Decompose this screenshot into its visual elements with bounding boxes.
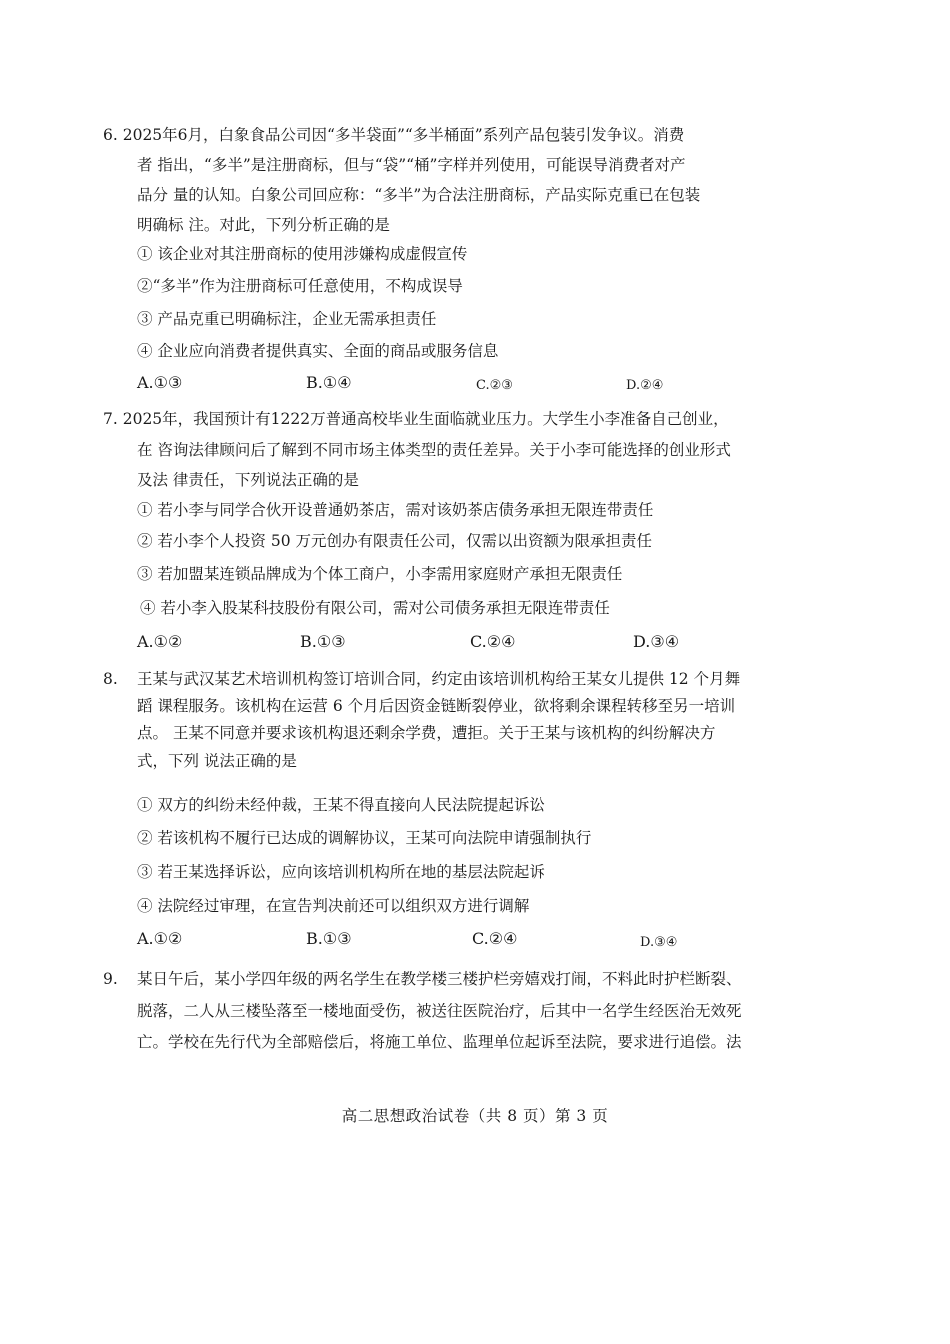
q8-option-b: B.①③	[306, 929, 352, 948]
q6-stem-line-1: 6. 2025年6月，白象食品公司因“多半袋面”“多半桶面”系列产品包装引发争议。消费	[103, 126, 685, 144]
q9-stem-line-1: 某日午后，某小学四年级的两名学生在教学楼三楼护栏旁嬉戏打闹，不料此时护栏断裂、	[137, 970, 742, 988]
q6-item-2: ②“多半”作为注册商标可任意使用，不构成误导	[137, 277, 463, 295]
q6-item-4: ④ 企业应向消费者提供真实、全面的商品或服务信息	[137, 342, 499, 360]
q8-item-3: ③ 若王某选择诉讼，应向该培训机构所在地的基层法院起诉	[137, 863, 545, 881]
q7-item-2: ② 若小李个人投资 50 万元创办有限责任公司，仅需以出资额为限承担责任	[137, 532, 653, 550]
q9-number: 9.	[103, 970, 118, 988]
q6-option-d: D.②④	[626, 378, 664, 393]
page-footer: 高二思想政治试卷（共 8 页）第 3 页	[341, 1107, 609, 1125]
q6-item-1: ① 该企业对其注册商标的使用涉嫌构成虚假宣传	[137, 245, 468, 263]
q7-stem-line-3: 及法 律责任，下列说法正确的是	[137, 471, 359, 489]
q6-stem-line-4: 明确标 注。对此，下列分析正确的是	[137, 216, 390, 234]
q8-stem-line-4: 式，下列 说法正确的是	[137, 752, 297, 770]
q7-item-4: ④ 若小李入股某科技股份有限公司，需对公司债务承担无限连带责任	[140, 599, 610, 617]
q8-stem-line-2: 蹈 课程服务。该机构在运营 6 个月后因资金链断裂停业，欲将剩余课程转移至另一培训	[137, 697, 736, 715]
q7-item-1: ① 若小李与同学合伙开设普通奶茶店，需对该奶茶店债务承担无限连带责任	[137, 501, 654, 519]
q6-stem-line-3: 品分 量的认知。白象公司回应称：“多半”为合法注册商标，产品实际克重已在包装	[137, 186, 701, 204]
q6-option-a: A.①③	[137, 373, 183, 392]
q6-option-c: C.②③	[476, 378, 513, 393]
q7-item-3: ③ 若加盟某连锁品牌成为个体工商户，小李需用家庭财产承担无限责任	[137, 565, 623, 583]
q8-option-d: D.③④	[640, 935, 678, 950]
q8-item-2: ② 若该机构不履行已达成的调解协议，王某可向法院申请强制执行	[137, 829, 592, 847]
q6-stem-line-2: 者 指出，“多半”是注册商标，但与“袋”“桶”字样并列使用，可能误导消费者对产	[137, 156, 686, 174]
q8-item-4: ④ 法院经过审理，在宣告判决前还可以组织双方进行调解	[137, 897, 530, 915]
q7-option-b: B.①③	[300, 632, 346, 651]
q7-stem-line-1: 7. 2025年，我国预计有1222万普通高校毕业生面临就业压力。大学生小李准备自己创业，	[103, 410, 729, 428]
q8-stem-line-3: 点。 王某不同意并要求该机构退还剩余学费，遭拒。关于王某与该机构的纠纷解决方	[137, 724, 716, 742]
q7-option-c: C.②④	[470, 632, 516, 651]
q9-stem-line-2: 脱落，二人从三楼坠落至一楼地面受伤，被送往医院治疗，后其中一名学生经医治无效死	[137, 1002, 742, 1020]
q8-number: 8.	[103, 670, 118, 688]
q8-option-c: C.②④	[472, 929, 518, 948]
q8-stem-line-1: 王某与武汉某艺术培训机构签订培训合同，约定由该培训机构给王某女儿提供 12 个月舞	[137, 670, 741, 688]
q6-item-3: ③ 产品克重已明确标注，企业无需承担责任	[137, 310, 437, 328]
q7-stem-line-2: 在 咨询法律顾问后了解到不同市场主体类型的责任差异。关于小李可能选择的创业形式	[137, 441, 731, 459]
q8-option-a: A.①②	[137, 929, 183, 948]
q7-option-d: D.③④	[633, 632, 680, 651]
q8-item-1: ① 双方的纠纷未经仲裁，王某不得直接向人民法院提起诉讼	[137, 796, 545, 814]
q6-option-b: B.①④	[306, 373, 352, 392]
q9-stem-line-3: 亡。学校在先行代为全部赔偿后，将施工单位、监理单位起诉至法院，要求进行追偿。法	[137, 1033, 742, 1051]
q7-option-a: A.①②	[137, 632, 183, 651]
